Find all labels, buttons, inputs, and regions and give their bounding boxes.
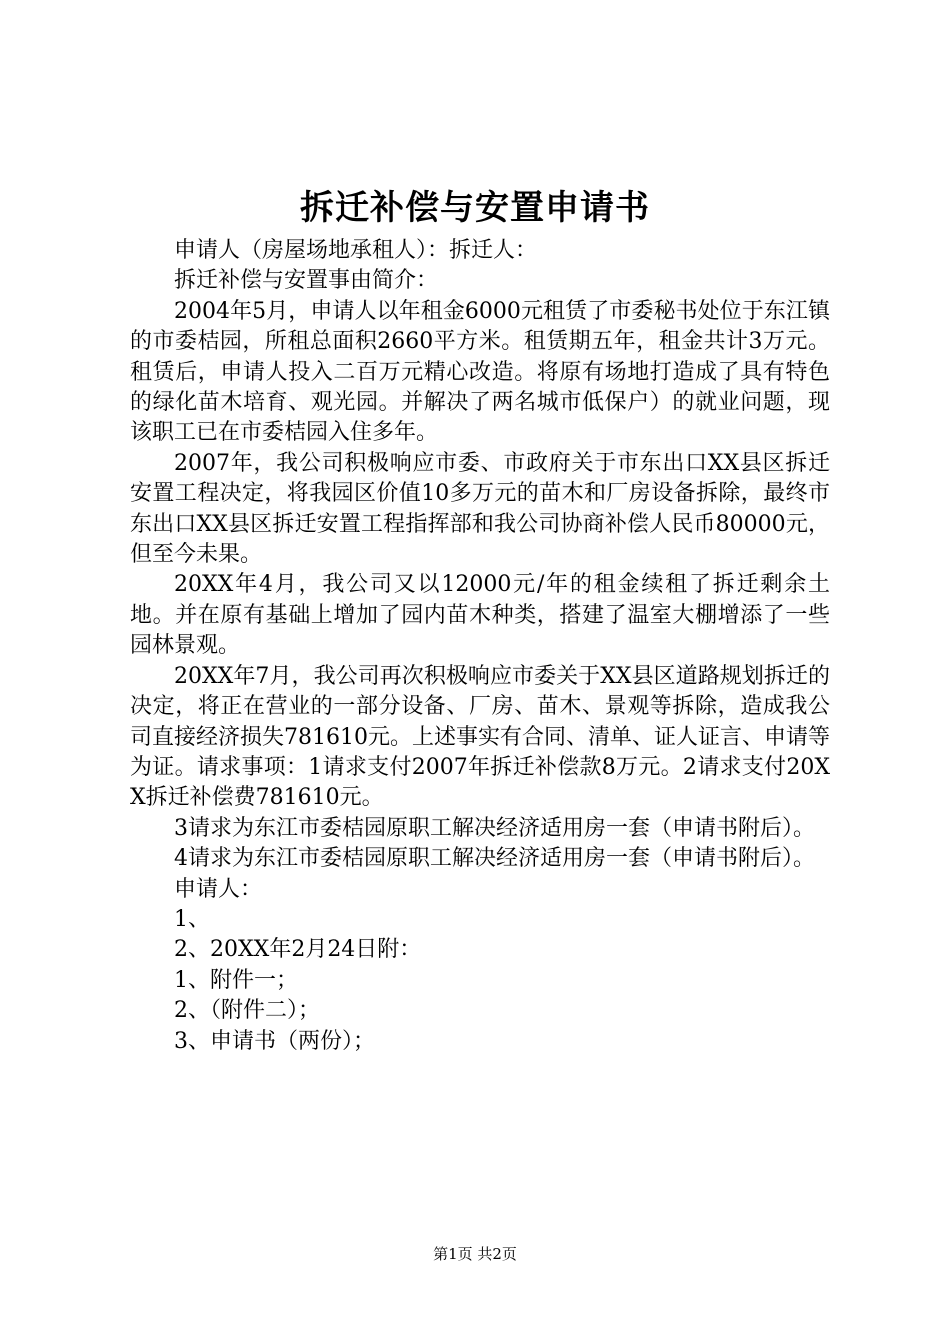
request-item-4: 4请求为东江市委桔园原职工解决经济适用房一套（申请书附后）。 — [174, 846, 815, 872]
attachment-item: 3、申请书（两份）； — [174, 1028, 375, 1054]
reason-heading: 拆迁补偿与安置事由简介： — [174, 268, 439, 294]
attachment-item: 2、（附件二）； — [174, 998, 320, 1024]
paragraph-20xx-april: 20XX年4月，我公司又以12000元/年的租金续租了拆迁剩余土地。并在原有基础上增加了园内苗木种类，搭建了温室大棚增添了一些园林景观。 — [130, 572, 830, 659]
document-body — [130, 236, 830, 1057]
request-item-3: 3请求为东江市委桔园原职工解决经济适用房一套（申请书附后）。 — [174, 815, 815, 841]
signature-label: 申请人： — [174, 876, 263, 902]
attachment-item: 1、附件一； — [174, 967, 298, 993]
list-item: 1、 — [174, 906, 210, 932]
paragraph-2004: 2004年5月，申请人以年租金6000元租赁了市委秘书处位于东江镇的市委桔园，所租总面积2660平方米。租赁期五年，租金共计3万元。租赁后，申请人投入二百万元精心改造。将原有场地打造成了具有特色的绿化苗木培育、观光园。并解决了两名城市低保户）的就业问题，现该职工已在市委桔园入住多年。 — [130, 298, 830, 446]
page-number: 第1页 共2页 — [433, 1245, 517, 1263]
applicant-line: 申请人（房屋场地承租人）：拆迁人： — [174, 238, 538, 263]
document-title: 拆迁补偿与安置申请书 — [300, 188, 650, 228]
paragraph-20xx-july: 20XX年7月，我公司再次积极响应市委关于XX县区道路规划拆迁的决定，将正在营业的一部分设备、厂房、苗木、景观等拆除，造成我公司直接经济损失781610元。上述事实有合同、清单、证人证言、申请等为证。请求事项：1请求支付2007年拆迁补偿款8万元。2请求支付20XX拆迁补偿费781610元。 — [130, 663, 830, 811]
date-line: 2、20XX年2月24日附： — [174, 937, 422, 963]
paragraph-2007: 2007年，我公司积极响应市委、市政府关于市东出口XX县区拆迁安置工程决定，将我园区价值10多万元的苗木和厂房设备拆除，最终市东出口XX县区拆迁安置工程指挥部和我公司协商补偿人民币80000元，但至今未果。 — [130, 450, 830, 568]
